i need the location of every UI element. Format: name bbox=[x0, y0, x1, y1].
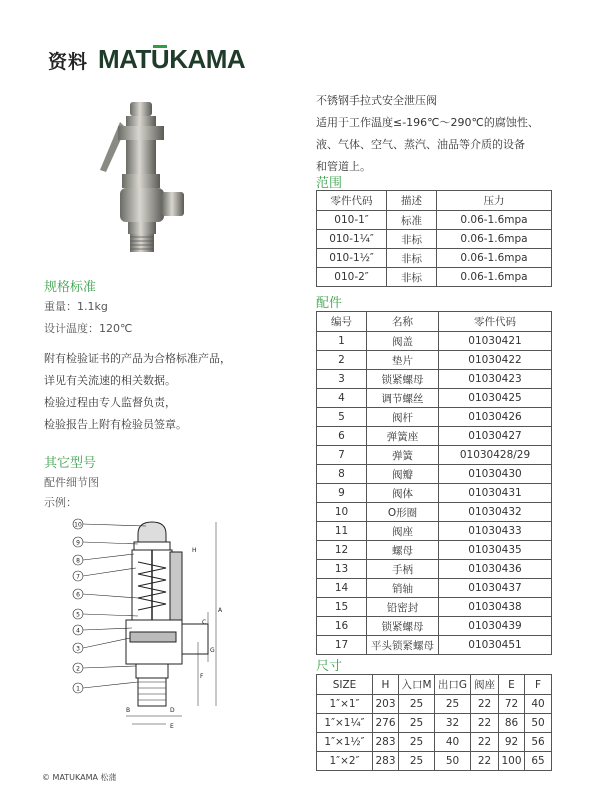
cell: 01030437 bbox=[439, 579, 552, 598]
spec-weight: 重量：1.1kg bbox=[44, 300, 108, 313]
cell: 010-1½″ bbox=[317, 249, 387, 268]
cell: 5 bbox=[317, 408, 367, 427]
size-table bbox=[316, 674, 552, 771]
cell: 调节螺丝 bbox=[367, 389, 439, 408]
cell: 283 bbox=[373, 733, 399, 752]
cell: 01030436 bbox=[439, 560, 552, 579]
table-row bbox=[317, 579, 552, 598]
cell: 13 bbox=[317, 560, 367, 579]
cell: 0.06-1.6mpa bbox=[437, 268, 552, 287]
cell: 7 bbox=[317, 446, 367, 465]
cell: 32 bbox=[435, 714, 471, 733]
cell: 15 bbox=[317, 598, 367, 617]
cell: 4 bbox=[317, 389, 367, 408]
cell: 283 bbox=[373, 752, 399, 771]
table-row bbox=[317, 389, 552, 408]
other-line2: 示例： bbox=[44, 496, 77, 509]
column-header: H bbox=[373, 675, 399, 695]
table-row bbox=[317, 636, 552, 655]
cell: 25 bbox=[399, 695, 435, 714]
column-header: 描述 bbox=[387, 191, 437, 211]
table-row bbox=[317, 427, 552, 446]
cell: 1″×1″ bbox=[317, 695, 373, 714]
cell: 12 bbox=[317, 541, 367, 560]
cell: 010-1¼″ bbox=[317, 230, 387, 249]
table-row bbox=[317, 230, 552, 249]
cell: 100 bbox=[499, 752, 525, 771]
column-header: 压力 bbox=[437, 191, 552, 211]
range-table bbox=[316, 190, 552, 287]
cell: 1″×1½″ bbox=[317, 733, 373, 752]
cell: 92 bbox=[499, 733, 525, 752]
table-row bbox=[317, 503, 552, 522]
column-header: 编号 bbox=[317, 312, 367, 332]
cell: 22 bbox=[471, 714, 499, 733]
cell: 6 bbox=[317, 427, 367, 446]
product-description bbox=[316, 112, 539, 178]
cell: 锁紧螺母 bbox=[367, 617, 439, 636]
cell: 非标 bbox=[387, 249, 437, 268]
cell: 01030428/29 bbox=[439, 446, 552, 465]
callout: 9 bbox=[76, 539, 80, 547]
description-line: 适用于工作温度≤-196℃～290℃的腐蚀性、 bbox=[316, 116, 539, 129]
description-line: 液、气体、空气、蒸汽、油品等介质的设备 bbox=[316, 138, 525, 151]
cell: 17 bbox=[317, 636, 367, 655]
brand-header bbox=[48, 44, 245, 75]
cell: 01030431 bbox=[439, 484, 552, 503]
cell: 阀瓣 bbox=[367, 465, 439, 484]
dim-label: C bbox=[202, 619, 207, 626]
cell: 铅密封 bbox=[367, 598, 439, 617]
cell: 01030451 bbox=[439, 636, 552, 655]
cell: O形圈 bbox=[367, 503, 439, 522]
column-header: 出口G bbox=[435, 675, 471, 695]
size-body bbox=[317, 695, 552, 771]
column-header: 名称 bbox=[367, 312, 439, 332]
dim-label: H bbox=[192, 547, 197, 554]
cell: 22 bbox=[471, 752, 499, 771]
parts-table bbox=[316, 311, 552, 655]
column-header: 零件代码 bbox=[439, 312, 552, 332]
table-row bbox=[317, 695, 552, 714]
cell: 螺母 bbox=[367, 541, 439, 560]
column-header: 入口M bbox=[399, 675, 435, 695]
cell: 01030432 bbox=[439, 503, 552, 522]
cell: 010-1″ bbox=[317, 211, 387, 230]
cell: 01030438 bbox=[439, 598, 552, 617]
cell: 手柄 bbox=[367, 560, 439, 579]
dim-label: G bbox=[210, 647, 215, 654]
cell: 非标 bbox=[387, 268, 437, 287]
cell: 276 bbox=[373, 714, 399, 733]
spec-note: 附有检验证书的产品为合格标准产品， bbox=[44, 352, 231, 365]
cell: 25 bbox=[399, 752, 435, 771]
cell: 16 bbox=[317, 617, 367, 636]
range-heading: 范围 bbox=[316, 176, 343, 191]
table-row bbox=[317, 560, 552, 579]
cell: 1″×2″ bbox=[317, 752, 373, 771]
cell: 01030427 bbox=[439, 427, 552, 446]
callout: 7 bbox=[76, 573, 80, 581]
cell: 72 bbox=[499, 695, 525, 714]
table-row bbox=[317, 408, 552, 427]
dim-label: B bbox=[126, 707, 131, 714]
cell: 1″×1¼″ bbox=[317, 714, 373, 733]
cell: 50 bbox=[435, 752, 471, 771]
cell: 0.06-1.6mpa bbox=[437, 249, 552, 268]
cell: 50 bbox=[525, 714, 552, 733]
cell: 11 bbox=[317, 522, 367, 541]
table-row bbox=[317, 617, 552, 636]
cell: 0.06-1.6mpa bbox=[437, 211, 552, 230]
callout: 5 bbox=[76, 611, 80, 619]
cell: 22 bbox=[471, 733, 499, 752]
table-row bbox=[317, 332, 552, 351]
spec-note: 检验过程由专人监督负责， bbox=[44, 396, 176, 409]
dim-label: E bbox=[170, 723, 174, 730]
callout: 6 bbox=[76, 591, 80, 599]
cell: 10 bbox=[317, 503, 367, 522]
brand-label: 资料 bbox=[48, 51, 89, 73]
column-header: E bbox=[499, 675, 525, 695]
callout: 10 bbox=[74, 521, 82, 529]
cell: 9 bbox=[317, 484, 367, 503]
cell: 01030433 bbox=[439, 522, 552, 541]
table-header-row bbox=[317, 312, 552, 332]
brand-logo: MATUKAMA bbox=[98, 44, 246, 74]
cell: 01030422 bbox=[439, 351, 552, 370]
cell: 3 bbox=[317, 370, 367, 389]
spec-note: 检验报告上附有检验员签章。 bbox=[44, 418, 187, 431]
callout: 3 bbox=[76, 645, 80, 653]
table-row bbox=[317, 484, 552, 503]
valve-photo bbox=[90, 100, 190, 260]
cell: 86 bbox=[499, 714, 525, 733]
cell: 010-2″ bbox=[317, 268, 387, 287]
product-title: 不锈钢手拉式安全泄压阀 bbox=[316, 94, 437, 107]
callout: 4 bbox=[76, 627, 80, 635]
other-heading: 其它型号 bbox=[44, 456, 97, 471]
cell: 弹簧座 bbox=[367, 427, 439, 446]
table-row bbox=[317, 752, 552, 771]
column-header: 阀座 bbox=[471, 675, 499, 695]
cell: 40 bbox=[435, 733, 471, 752]
cell: 垫片 bbox=[367, 351, 439, 370]
table-row bbox=[317, 598, 552, 617]
table-row bbox=[317, 522, 552, 541]
cell: 2 bbox=[317, 351, 367, 370]
cell: 平头锁紧螺母 bbox=[367, 636, 439, 655]
callout: 2 bbox=[76, 665, 80, 673]
dim-label: F bbox=[200, 673, 204, 680]
parts-heading: 配件 bbox=[316, 296, 343, 311]
cell: 阀杆 bbox=[367, 408, 439, 427]
table-row bbox=[317, 249, 552, 268]
cell: 22 bbox=[471, 695, 499, 714]
cell: 0.06-1.6mpa bbox=[437, 230, 552, 249]
table-row bbox=[317, 446, 552, 465]
table-row bbox=[317, 714, 552, 733]
cell: 01030439 bbox=[439, 617, 552, 636]
table-header-row bbox=[317, 191, 552, 211]
cell: 销轴 bbox=[367, 579, 439, 598]
parts-body bbox=[317, 332, 552, 655]
dim-label: A bbox=[218, 607, 223, 614]
column-header: 零件代码 bbox=[317, 191, 387, 211]
cell: 标准 bbox=[387, 211, 437, 230]
cell: 8 bbox=[317, 465, 367, 484]
spec-design-temp: 设计温度：120℃ bbox=[44, 322, 133, 335]
cell: 01030435 bbox=[439, 541, 552, 560]
cell: 25 bbox=[399, 733, 435, 752]
spec-note: 详见有关流速的相关数据。 bbox=[44, 374, 176, 387]
other-line1: 配件细节图 bbox=[44, 476, 99, 489]
table-header-row bbox=[317, 675, 552, 695]
spec-notes bbox=[44, 348, 231, 436]
size-heading: 尺寸 bbox=[316, 659, 343, 674]
description-line: 和管道上。 bbox=[316, 160, 371, 173]
spec-heading: 规格标准 bbox=[44, 280, 97, 295]
cell: 01030421 bbox=[439, 332, 552, 351]
cell: 01030426 bbox=[439, 408, 552, 427]
cell: 锁紧螺母 bbox=[367, 370, 439, 389]
cell: 14 bbox=[317, 579, 367, 598]
cell: 弹簧 bbox=[367, 446, 439, 465]
footer-copyright: © MATUKAMA 松蒲 bbox=[42, 773, 117, 782]
cell: 65 bbox=[525, 752, 552, 771]
callout: 8 bbox=[76, 557, 80, 565]
section-diagram bbox=[66, 512, 298, 730]
table-row bbox=[317, 211, 552, 230]
cell: 01030423 bbox=[439, 370, 552, 389]
cell: 非标 bbox=[387, 230, 437, 249]
table-row bbox=[317, 370, 552, 389]
cell: 56 bbox=[525, 733, 552, 752]
column-header: F bbox=[525, 675, 552, 695]
callout: 1 bbox=[76, 685, 80, 693]
cell: 阀体 bbox=[367, 484, 439, 503]
cell: 01030425 bbox=[439, 389, 552, 408]
column-header: SIZE bbox=[317, 675, 373, 695]
cell: 25 bbox=[399, 714, 435, 733]
table-row bbox=[317, 541, 552, 560]
cell: 1 bbox=[317, 332, 367, 351]
cell: 阀盖 bbox=[367, 332, 439, 351]
cell: 阀座 bbox=[367, 522, 439, 541]
table-row bbox=[317, 465, 552, 484]
dim-label: D bbox=[170, 707, 175, 714]
table-row bbox=[317, 268, 552, 287]
cell: 25 bbox=[435, 695, 471, 714]
cell: 40 bbox=[525, 695, 552, 714]
cell: 203 bbox=[373, 695, 399, 714]
table-row bbox=[317, 351, 552, 370]
table-row bbox=[317, 733, 552, 752]
cell: 01030430 bbox=[439, 465, 552, 484]
